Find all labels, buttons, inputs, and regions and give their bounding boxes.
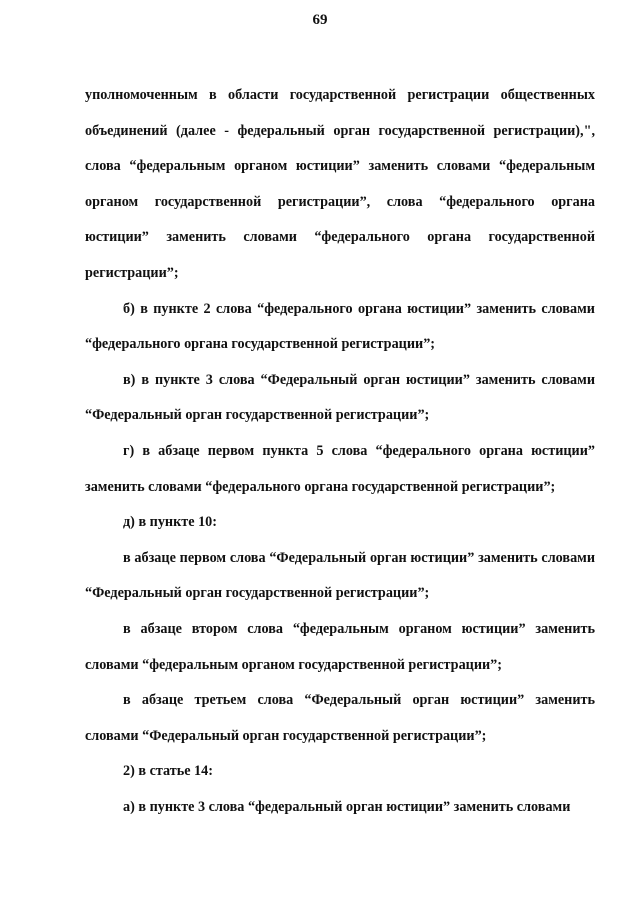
paragraph-item-v: в) в пункте 3 слова “Федеральный орган юстиции” заменить словами “Федеральный орган государственной регистрации”; bbox=[85, 371, 595, 424]
paragraph-item-d-third: в абзаце третьем слова “Федеральный орган юстиции” заменить словами “Федеральный орган государственной регистрации”; bbox=[85, 692, 595, 744]
paragraph-item-b: б) в пункте 2 слова “федерального органа юстиции” заменить словами “федерального органа государственной регистрации”; bbox=[85, 300, 595, 353]
paragraph-article-14: 2) в статье 14: bbox=[123, 763, 213, 780]
paragraph-item-d-second: в абзаце втором слова “федеральным органом юстиции” заменить словами “федеральным органом государственной регистрации”; bbox=[85, 620, 595, 673]
paragraph-continuation: уполномоченным в области государственной регистрации общественных объединений (далее - федеральный орган государственной регистрации),", слова “федеральным органом юстиции” заменить словами “федеральным органом государственной регистрации”, слова “федерального органа юстиции” заменить словами “федерального органа государственной регистрации”; bbox=[85, 87, 595, 281]
paragraph-item-g: г) в абзаце первом пункта 5 слова “федерального органа юстиции” заменить словами “федерального органа государственной регистрации”; bbox=[85, 442, 595, 495]
paragraph-item-a: а) в пункте 3 слова “федеральный орган юстиции” заменить словами bbox=[123, 798, 571, 815]
paragraph-item-d: д) в пункте 10: bbox=[123, 514, 217, 531]
document-body bbox=[85, 78, 595, 825]
page-number: 69 bbox=[312, 12, 328, 28]
paragraph-item-d-first: в абзаце первом слова “Федеральный орган юстиции” заменить словами “Федеральный орган государственной регистрации”; bbox=[85, 549, 595, 602]
